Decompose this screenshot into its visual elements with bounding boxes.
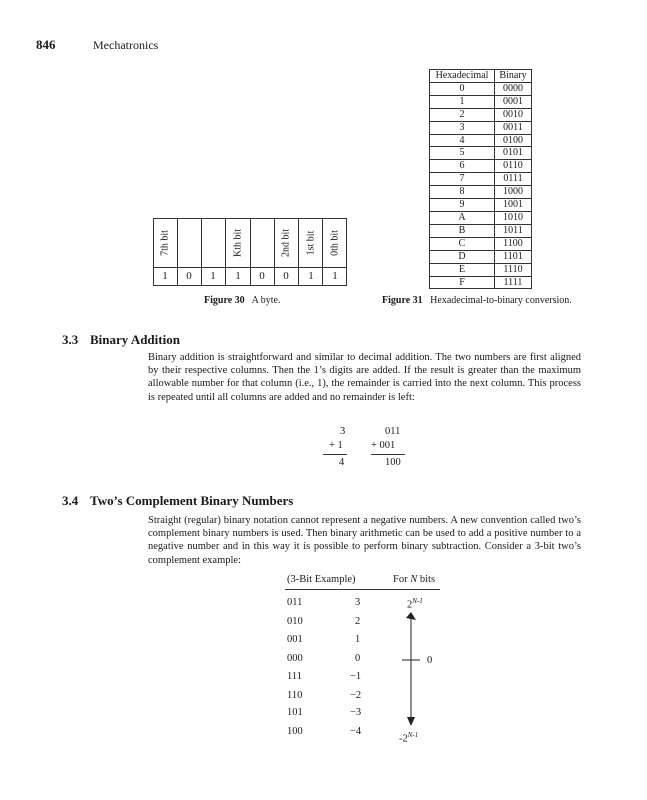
table-row — [430, 147, 532, 160]
binary-row-value: 101 — [287, 707, 303, 718]
bit-label-1: 1st bit — [305, 230, 317, 256]
table-row — [430, 224, 532, 237]
paragraph: Straight (regular) binary notation cannot represent a negative numbers. A new convention called two’s complement binary numbers is used. Then binary arithmetic can be used to add a positive number to a negative number and in this way it is possible to perform binary subtraction. Consider a 3-bit two’s complement example: — [148, 515, 581, 566]
binary-sum: 100 — [385, 457, 401, 468]
table-header-right: For N bits — [393, 574, 436, 585]
binary-cell: 0111 — [495, 173, 532, 186]
binary-row-value: 011 — [287, 597, 303, 608]
binary-cell: 1111 — [495, 276, 532, 289]
binary-cell: 0100 — [495, 134, 532, 147]
decimal-row-value: −4 — [350, 726, 362, 737]
bit-label-7: 7th bit — [159, 230, 171, 256]
decimal-addend-b: + 1 — [329, 440, 343, 451]
table-row — [430, 237, 532, 250]
decimal-row-value: 3 — [355, 597, 361, 608]
hex-binary-table — [429, 69, 532, 289]
hex-cell: F — [430, 276, 495, 289]
hex-cell: A — [430, 211, 495, 224]
binary-cell: 1100 — [495, 237, 532, 250]
binary-cell: 0011 — [495, 121, 532, 134]
bit-value: 1 — [332, 270, 338, 282]
binary-cell: 1001 — [495, 199, 532, 212]
binary-cell: 0101 — [495, 147, 532, 160]
hex-cell: C — [430, 237, 495, 250]
binary-cell: 1010 — [495, 211, 532, 224]
bit-label-2: 2nd bit — [280, 228, 292, 258]
bit-value: 1 — [308, 270, 314, 282]
hex-cell: 6 — [430, 160, 495, 173]
decimal-row-value: 2 — [355, 616, 361, 627]
binary-cell: 0010 — [495, 108, 532, 121]
decimal-row-value: −3 — [350, 707, 362, 718]
decimal-row-value: 0 — [355, 653, 361, 664]
binary-cell: 1000 — [495, 186, 532, 199]
table-row — [430, 199, 532, 212]
hex-cell: 9 — [430, 199, 495, 212]
caption-text: A byte. — [251, 295, 281, 306]
paragraph: Binary addition is straightforward and similar to decimal addition. The two numbers are first aligned by their respective columns. Then the 1’s digits are added. If the result is greater than the maximum allowable number for that column (i.e., 1), the remainder is carried into the next column. This process is repeated until all columns are added and no remainder is left: — [148, 352, 581, 403]
caption-label: Figure 30 — [204, 295, 245, 306]
table-header-left: (3-Bit Example) — [287, 574, 356, 585]
section-number: 3.3 — [62, 332, 79, 347]
binary-row-value: 100 — [287, 726, 303, 737]
bit-value: 0 — [259, 270, 265, 282]
hex-cell: 4 — [430, 134, 495, 147]
hex-cell: 0 — [430, 82, 495, 95]
table-row — [430, 95, 532, 108]
binary-addend-b: + 001 — [371, 440, 396, 451]
section-number: 3.4 — [62, 493, 79, 508]
table-row — [430, 250, 532, 263]
hex-cell: 7 — [430, 173, 495, 186]
sum-rule — [323, 454, 347, 455]
hex-cell: D — [430, 250, 495, 263]
byte-diagram — [153, 218, 347, 286]
binary-row-value: 000 — [287, 653, 303, 664]
hex-cell: 5 — [430, 147, 495, 160]
hex-cell: B — [430, 224, 495, 237]
page-number: 846 — [36, 37, 56, 52]
table-row — [430, 211, 532, 224]
decimal-row-value: −2 — [350, 690, 362, 701]
hex-cell: 3 — [430, 121, 495, 134]
table-row — [430, 276, 532, 289]
binary-row-value: 010 — [287, 616, 303, 627]
header-rule — [285, 589, 440, 590]
caption-label: Figure 31 — [382, 295, 423, 306]
section-title: Two’s Complement Binary Numbers — [90, 493, 294, 508]
hex-cell: 2 — [430, 108, 495, 121]
hex-cell: 8 — [430, 186, 495, 199]
axis-top-label: $2^{N-1}$ — [407, 597, 423, 611]
sum-rule — [371, 454, 405, 455]
binary-cell: 1011 — [495, 224, 532, 237]
hex-cell: 1 — [430, 95, 495, 108]
binary-row-value: 110 — [287, 690, 303, 701]
table-row — [430, 134, 532, 147]
figure30-caption — [204, 295, 281, 306]
decimal-addend-a: 3 — [340, 426, 346, 437]
bit-label-k: Kth bit — [232, 228, 244, 258]
column-header: Hexadecimal — [430, 70, 495, 83]
running-title: Mechatronics — [93, 38, 159, 52]
decimal-sum: 4 — [339, 457, 345, 468]
caption-text: Hexadecimal-to-binary conversion. — [430, 295, 572, 306]
table-row — [430, 173, 532, 186]
binary-cell: 1101 — [495, 250, 532, 263]
binary-row-value: 111 — [287, 671, 302, 682]
bit-value: 1 — [210, 270, 216, 282]
axis-bottom-label: $-2^{N-1}$ — [399, 731, 419, 745]
figure31-caption — [382, 295, 572, 306]
section-title: Binary Addition — [90, 332, 180, 347]
decimal-row-value: −1 — [350, 671, 362, 682]
table-row — [430, 263, 532, 276]
binary-addend-a: 011 — [385, 426, 401, 437]
table-row — [430, 186, 532, 199]
hex-cell: E — [430, 263, 495, 276]
binary-cell: 0000 — [495, 82, 532, 95]
binary-cell: 0110 — [495, 160, 532, 173]
bit-value: 0 — [283, 270, 289, 282]
table-row — [430, 82, 532, 95]
table-row — [430, 160, 532, 173]
binary-cell: 0001 — [495, 95, 532, 108]
binary-cell: 1110 — [495, 263, 532, 276]
column-header: Binary — [495, 70, 532, 83]
bit-value: 0 — [186, 270, 192, 282]
table-row — [430, 121, 532, 134]
axis-zero-label: 0 — [427, 655, 433, 666]
table-row — [430, 108, 532, 121]
bit-value: 1 — [235, 270, 241, 282]
bit-value: 1 — [162, 270, 168, 282]
decimal-row-value: 1 — [355, 634, 361, 645]
binary-row-value: 001 — [287, 634, 303, 645]
bit-label-0: 0th bit — [329, 230, 341, 256]
range-arrow-icon — [396, 606, 426, 730]
